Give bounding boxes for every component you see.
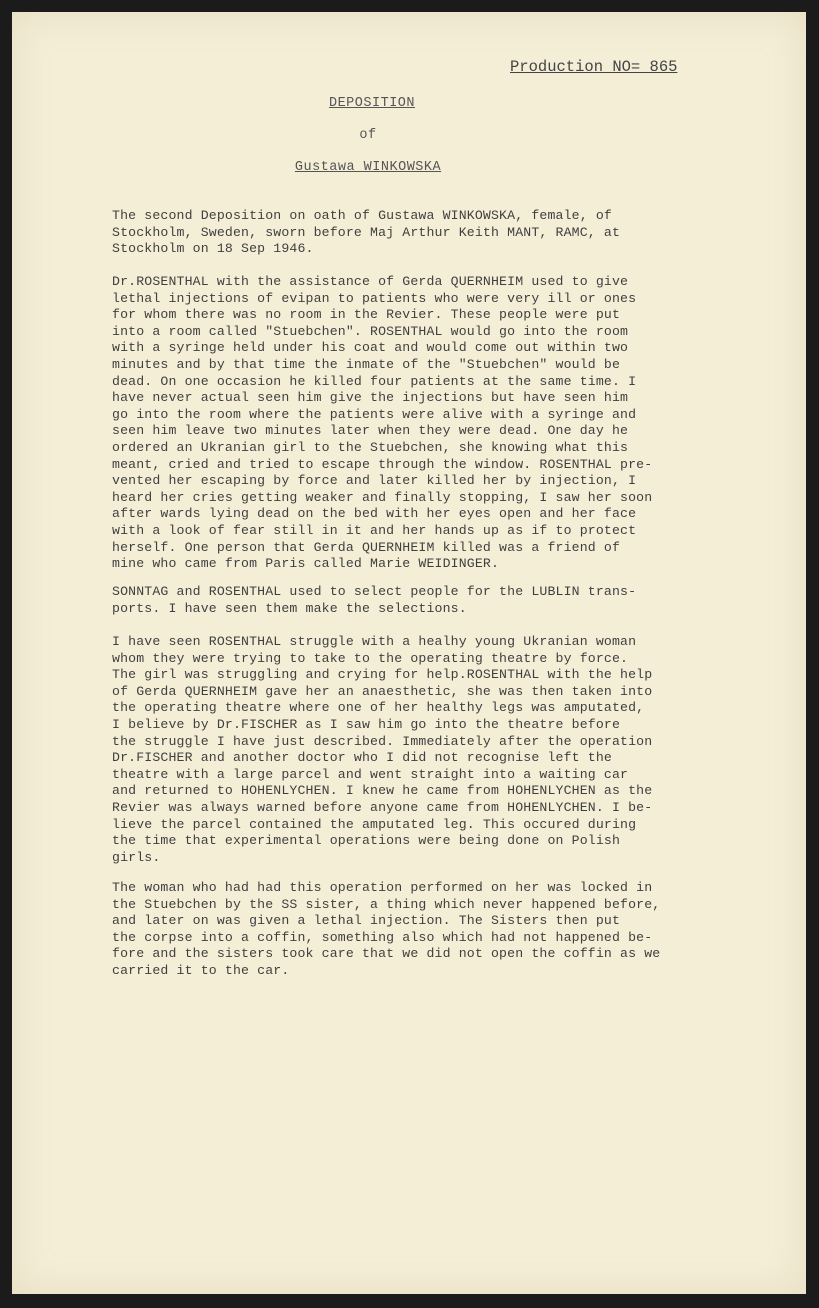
paragraph-coffin: The woman who had had this operation performed on her was locked in the Stuebchen by the SS sister, a thing which never happened before, and later on was given a lethal injection. The Sisters then put the corpse into a coffin, something also which had not happened be- fore and the sisters took care that we did not open the coffin as we carried it to the car.	[112, 880, 661, 978]
paragraph-operation: I have seen ROSENTHAL struggle with a healhy young Ukranian woman whom they were trying to take to the operating theatre by force. The girl was struggling and crying for help.ROSENTHAL with the help of Gerda QUERNHEIM gave her an anaesthetic, she was then taken into the operating theatre where one of her healthy legs was amputated, I believe by Dr.FISCHER as I saw him go into the theatre before the struggle I have just described. Immediately after the operation Dr.FISCHER and another doctor who I did not recognise left the theatre with a large parcel and went straight into a waiting car and returned to HOHENLYCHEN. I knew he came from HOHENLYCHEN as the Revier was always warned before anyone came from HOHENLYCHEN. I be- lieve the parcel contained the amputated leg. This occured during the time that experimental operations were being done on Polish girls.	[112, 634, 653, 865]
document-title: DEPOSITION	[328, 96, 415, 111]
production-number: Production NO= 865	[510, 58, 678, 76]
paragraph-injections: Dr.ROSENTHAL with the assistance of Gerda QUERNHEIM used to give lethal injections of evipan to patients who were very ill or ones for whom there was no room in the Revier. These people were put into a room called "Stuebchen". ROSENTHAL would go into the room with a syringe held under his coat and would come out within two minutes and by that time the inmate of the "Stuebchen" would be dead. On one occasion he killed four patients at the same time. I have never actual seen him give the injections but have seen him go into the room where the patients were alive with a syringe and seen him leave two minutes later when they were dead. One day he ordered an Ukranian girl to the Stuebchen, she knowing what this meant, cried and tried to escape through the window. ROSENTHAL pre- vented her escaping by force and later killed her by injection, I heard her cries getting weaker and finally stopping, I saw her soon after wards lying dead on the bed with her eyes open and her face with a look of fear still in it and her hands up as if to protect herself. One person that Gerda QUERNHEIM killed was a friend of mine who came from Paris called Marie WEIDINGER.	[112, 274, 653, 572]
paragraph-selections: SONNTAG and ROSENTHAL used to select people for the LUBLIN trans- ports. I have seen them make the selections.	[112, 584, 637, 616]
title-connector: of	[359, 128, 377, 143]
paragraph-intro: The second Deposition on oath of Gustawa WINKOWSKA, female, of Stockholm, Sweden, sworn before Maj Arthur Keith MANT, RAMC, at Stockholm on 18 Sep 1946.	[112, 208, 621, 257]
document-page	[12, 12, 806, 1294]
deponent-name: Gustawa WINKOWSKA	[294, 160, 442, 175]
